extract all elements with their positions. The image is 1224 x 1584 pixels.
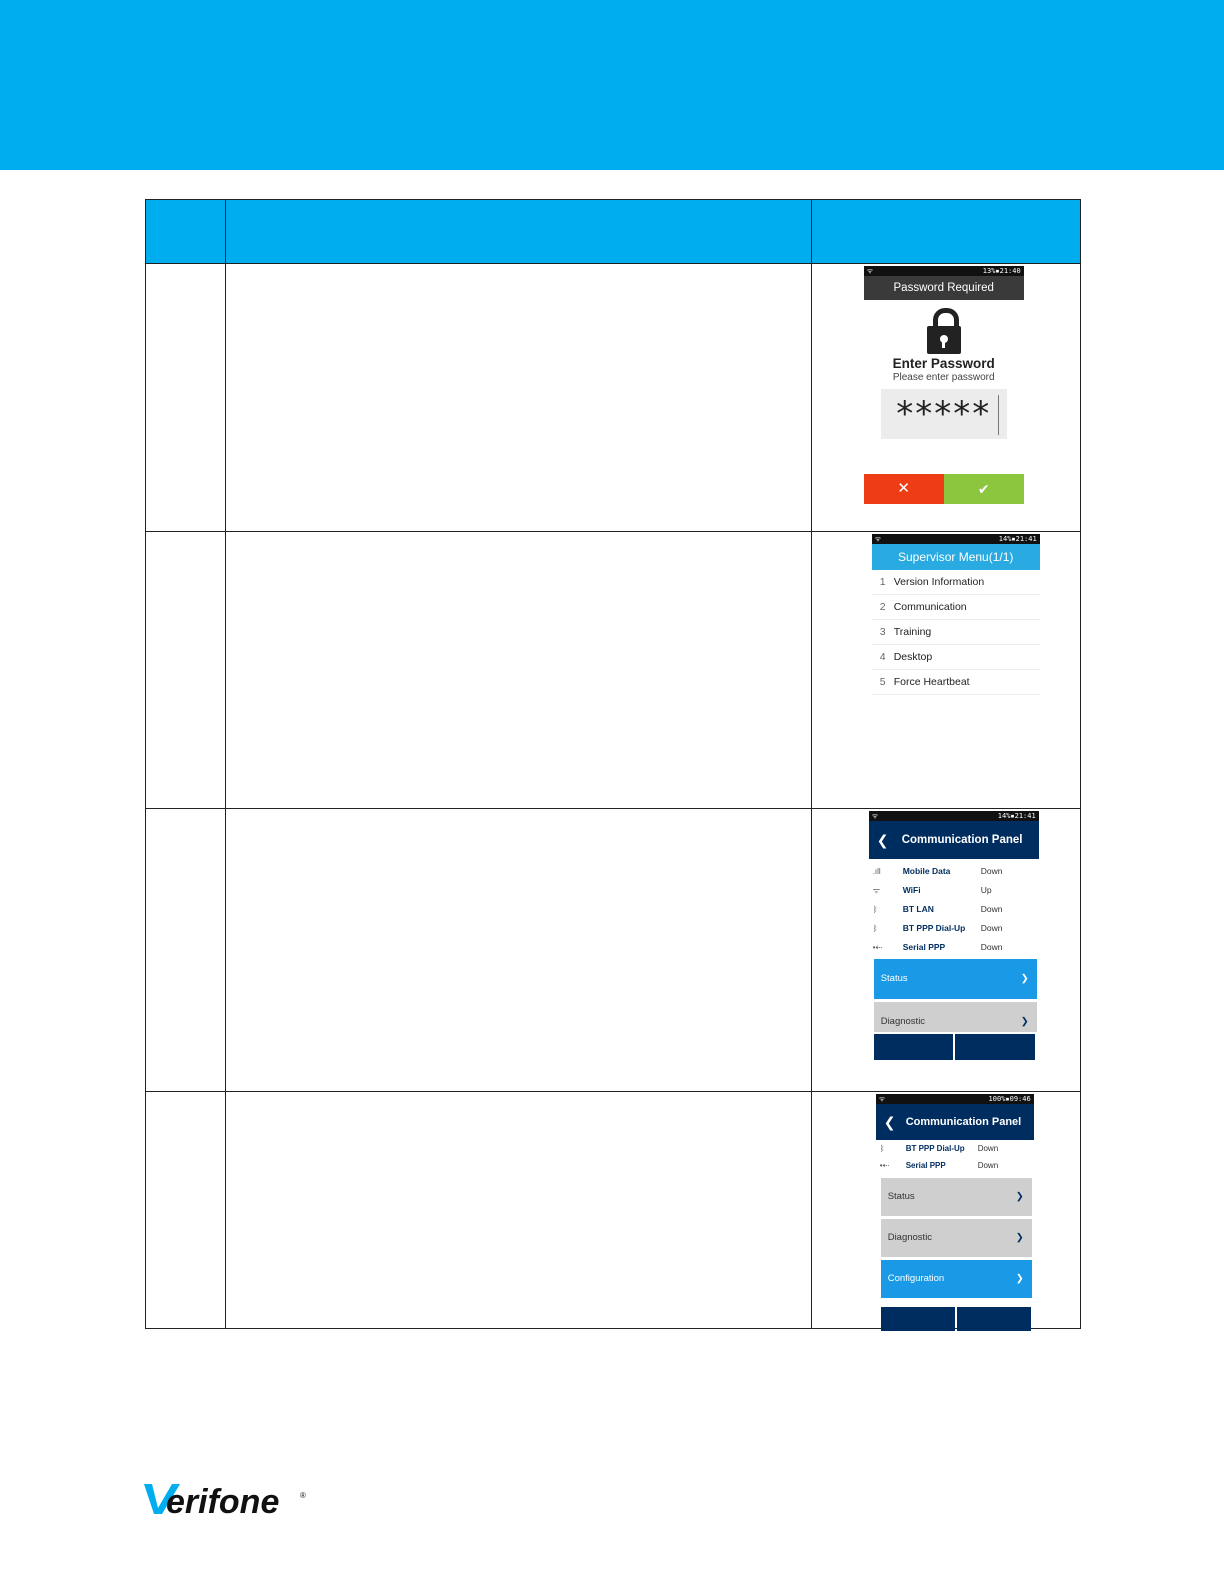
confirm-button[interactable]: ✔ <box>944 474 1024 504</box>
menu-item-number: 3 <box>879 626 886 638</box>
menu-item-label: Training <box>893 626 932 638</box>
chevron-right-icon: ❯ <box>1015 1273 1024 1284</box>
bluetooth-icon: ᛒ <box>872 905 878 914</box>
chevron-right-icon: ❯ <box>1015 1232 1024 1243</box>
enter-password-title: Enter Password <box>892 356 995 371</box>
svg-text:erifone: erifone <box>166 1483 280 1520</box>
bluetooth-icon: ᛒ <box>879 1144 885 1153</box>
communication-panel-screen <box>876 1094 1034 1326</box>
connection-row: ᛒ BT LAN Down <box>869 900 1039 919</box>
diagnostic-button[interactable]: Diagnostic ❯ <box>881 1219 1032 1257</box>
bottom-button-bar[interactable] <box>874 1034 1035 1060</box>
menu-item-number: 5 <box>879 676 886 688</box>
screen-header: ❮ Communication Panel <box>876 1104 1034 1140</box>
diagnostic-button[interactable]: Diagnostic ❯ <box>874 1002 1037 1032</box>
status-button[interactable]: Status ❯ <box>874 959 1037 999</box>
menu-item-number: 2 <box>879 601 886 613</box>
back-chevron-icon[interactable]: ❮ <box>883 1114 896 1130</box>
screen-header: ❮ Communication Panel <box>869 821 1039 859</box>
svg-text:®: ® <box>300 1491 306 1500</box>
connection-row: •⇠ Serial PPP Down <box>876 1157 1034 1174</box>
menu-item-communication[interactable] <box>872 595 1040 620</box>
wifi-icon: ᯤ <box>878 1095 886 1103</box>
status-bar: ᯤ 13%▪21:40 <box>864 266 1024 276</box>
lock-icon <box>924 308 964 354</box>
communication-panel-screen <box>869 811 1039 1061</box>
bottom-button-bar[interactable] <box>881 1307 1031 1331</box>
chevron-right-icon: ❯ <box>1020 973 1029 984</box>
chevron-right-icon: ❯ <box>1015 1191 1024 1202</box>
connection-row: ᛒ BT PPP Dial-Up Down <box>869 919 1039 938</box>
cancel-button[interactable]: ✕ <box>864 474 944 504</box>
connection-row: •⇠ Serial PPP Down <box>869 938 1039 957</box>
action-cell <box>226 532 812 809</box>
screen-cell <box>811 1092 1080 1329</box>
table-row <box>146 264 1081 532</box>
step-cell <box>146 264 226 532</box>
action-cell <box>226 1092 812 1329</box>
status-bar: ᯤ 14%▪21:41 <box>869 811 1039 821</box>
status-bar: ᯤ 14%▪21:41 <box>872 534 1040 544</box>
screen-header: Supervisor Menu(1/1) <box>872 544 1040 570</box>
header-cell-action <box>226 200 812 264</box>
table-row <box>146 532 1081 809</box>
wifi-icon: ᯤ <box>871 812 879 820</box>
wifi-icon: ᯤ <box>872 886 881 895</box>
connection-row: ᛒ BT PPP Dial-Up Down <box>876 1140 1034 1157</box>
usb-icon: •⇠ <box>872 943 883 952</box>
back-chevron-icon[interactable]: ❮ <box>876 832 889 848</box>
screen-header: Password Required <box>864 276 1024 300</box>
menu-item-training[interactable] <box>872 620 1040 645</box>
header-cell-step <box>146 200 226 264</box>
step-cell <box>146 1092 226 1329</box>
status-button[interactable]: Status ❯ <box>881 1178 1032 1216</box>
connection-row: .ıll Mobile Data Down <box>869 862 1039 881</box>
password-input[interactable] <box>881 389 1007 439</box>
menu-item-label: Force Heartbeat <box>893 676 970 688</box>
menu-item-label: Desktop <box>893 651 933 663</box>
wifi-icon: ᯤ <box>874 535 882 543</box>
menu-item-number: 1 <box>879 576 886 588</box>
configuration-button[interactable]: Configuration ❯ <box>881 1260 1032 1298</box>
connection-row: ᯤ WiFi Up <box>869 881 1039 900</box>
supervisor-menu-screen <box>872 534 1040 694</box>
table-row <box>146 1092 1081 1329</box>
menu-item-desktop[interactable] <box>872 645 1040 670</box>
enter-password-subtitle: Please enter password <box>892 372 995 383</box>
header-cell-screen <box>811 200 1080 264</box>
table-row <box>146 809 1081 1092</box>
screen-cell <box>811 264 1080 532</box>
screen-cell <box>811 532 1080 809</box>
step-cell <box>146 532 226 809</box>
header-banner <box>0 0 1224 170</box>
usb-icon: •⇠ <box>879 1161 890 1170</box>
table-header-row <box>146 200 1081 264</box>
status-bar: ᯤ 100%▪09:46 <box>876 1094 1034 1104</box>
menu-item-version-information[interactable] <box>872 570 1040 595</box>
action-cell <box>226 264 812 532</box>
screen-cell <box>811 809 1080 1092</box>
steps-table <box>145 199 1081 1329</box>
chevron-right-icon: ❯ <box>1020 1016 1029 1027</box>
step-cell <box>146 809 226 1092</box>
menu-item-label: Communication <box>893 601 967 613</box>
signal-icon: .ıll <box>872 867 881 876</box>
bluetooth-icon: ᛒ <box>872 924 878 933</box>
masked-password: ***** <box>896 394 992 434</box>
menu-item-label: Version Information <box>893 576 985 588</box>
verifone-logo <box>142 1476 312 1520</box>
menu-item-force-heartbeat[interactable] <box>872 670 1040 695</box>
menu-item-number: 4 <box>879 651 886 663</box>
action-cell <box>226 809 812 1092</box>
wifi-icon: ᯤ <box>866 267 874 275</box>
password-screen <box>864 266 1024 504</box>
